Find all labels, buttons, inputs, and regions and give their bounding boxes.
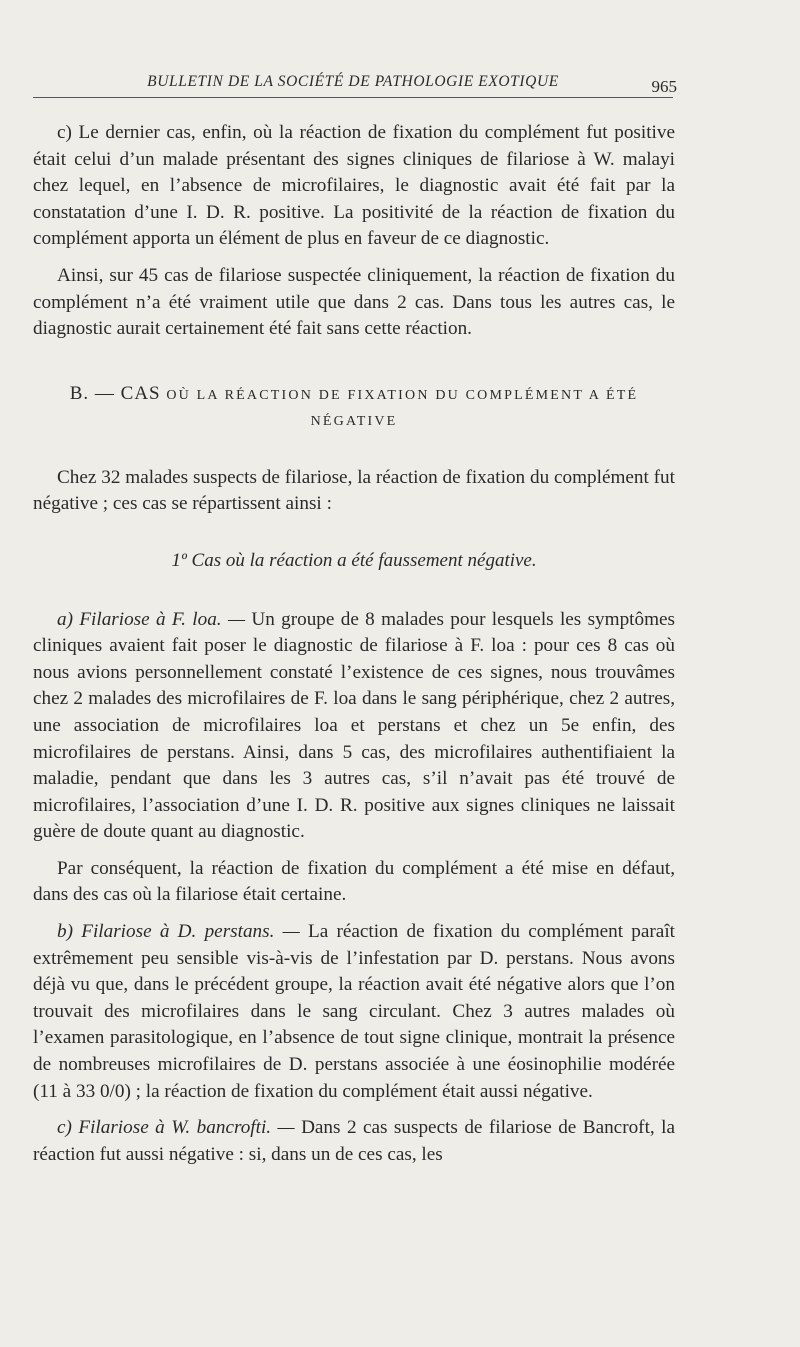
subheading-false-negative: 1º Cas où la réaction a été faussement négative. <box>171 549 537 571</box>
paragraph-b-text: La réaction de fixation du complément paraît extrêmement peu sensible vis-à-vis de l’infestation par D. perstans. Nous avons déjà vu que, dans le précédent groupe, la réaction avait été négative alors que l’on trouvait des microfilaires dans le sang circulant. Chez 3 autres malades où l’examen parasitologique, en l’absence de tout signe clinique, montrait la présence de nombreuses microfilaires de D. perstans associée à une éosinophilie modérée (11 à 33 0/0) ; la réaction de fixation du complément était aussi négative. <box>33 921 675 1102</box>
section-b-heading <box>33 381 675 435</box>
section-b-heading-lead: B. — CAS <box>69 382 161 404</box>
paragraph-b-perstans <box>33 919 675 1105</box>
paragraph-a-loa <box>33 607 675 846</box>
paragraph-c-text: Dans 2 cas suspects de filariose de Bancroft, la réaction fut aussi négative : si, dans un de ces cas, les <box>33 1117 675 1165</box>
page-body <box>33 120 675 1178</box>
running-title: BULLETIN DE LA SOCIÉTÉ DE PATHOLOGIE EXOTIQUE <box>147 73 559 90</box>
paragraph-consequent: Par conséquent, la réaction de fixation du complément a été mise en défaut, dans des cas où la filariose était certaine. <box>33 857 675 906</box>
page-header <box>33 73 677 98</box>
section-b-intro: Chez 32 malades suspects de filariose, la réaction de fixation du complément fut négative ; ces cas se répartissent ainsi : <box>33 466 675 515</box>
paragraph-c-bancrofti <box>33 1115 675 1168</box>
paragraph-b-label: b) Filariose à D. perstans. — <box>57 921 300 943</box>
page-number: 965 <box>651 77 677 96</box>
paragraph-summary: Ainsi, sur 45 cas de filariose suspectée cliniquement, la réaction de fixation du complément n’a été vraiment utile que dans 2 cas. Dans tous les autres cas, le diagnostic aurait certainement été fait sans cette réaction. <box>33 264 675 340</box>
paragraph-c-label: c) Filariose à W. bancrofti. — <box>57 1117 295 1139</box>
paragraph-a-text: Un groupe de 8 malades pour lesquels les symptômes cliniques avaient fait poser le diagnostic de filariose à F. loa : pour ces 8 cas où nous avions personnellement constaté l’existence de ces signes, nous trouvâmes chez 2 malades des microfilaires de F. loa dans le sang périphérique, chez 2 autres, une association de microfilaires loa et perstans et chez un 5e enfin, des microfilaires de perstans. Ainsi, dans 5 cas, des microfilaires authentifiaient la maladie, pendant que dans les 3 autres cas, s’il n’avait pas été trouvé de microfilaires, l’association d’une I. D. R. positive aux signes cliniques ne laissait guère de doute quant au diagnostic. <box>33 608 675 843</box>
paragraph-c-last-case: c) Le dernier cas, enfin, où la réaction de fixation du complément fut positive était celui d’un malade présentant des signes cliniques de filariose à W. malayi chez lequel, en l’absence de microfilaires, le diagnostic avait été fait par la constatation d’une I. D. R. positive. La positivité de la réaction de fixation du complément apporta un élément de plus en faveur de ce diagnostic. <box>33 122 675 250</box>
paragraph-a-label: a) Filariose à F. loa. — <box>57 608 245 630</box>
section-b-heading-rest: OÙ LA RÉACTION DE FIXATION DU COMPLÉMENT A ÉTÉ NÉGATIVE <box>166 387 639 429</box>
